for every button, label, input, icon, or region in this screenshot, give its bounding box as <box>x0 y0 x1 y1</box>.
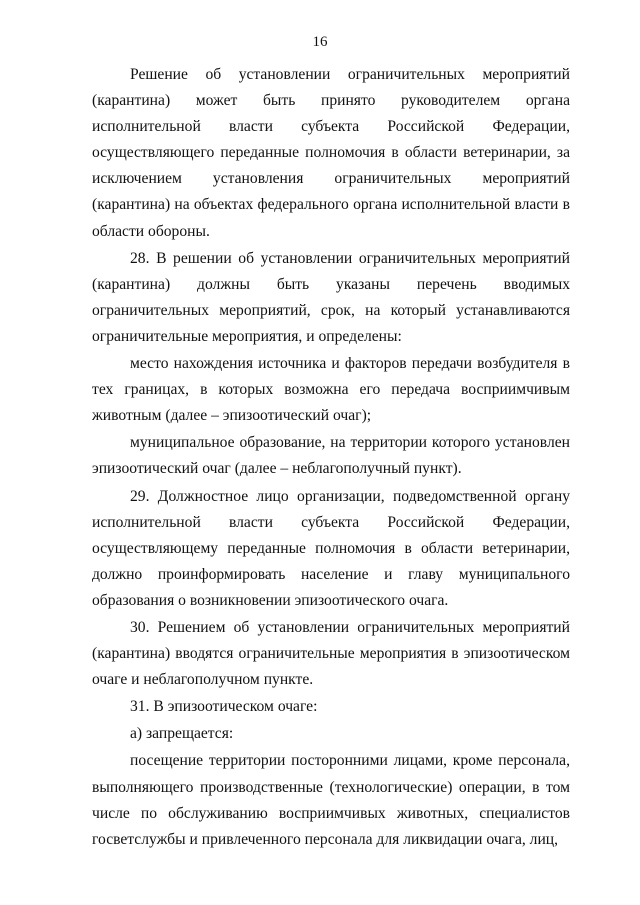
paragraph: Решение об установлении ограничительных мероприятий (карантина) может быть принято руководителем органа исполнительной власти субъекта Российской Федерации, осуществляющего переданные полномочия в области ветеринарии, за исключением установления ограничительных мероприятий (карантина) на объектах федерального органа исполнительной власти в области обороны. <box>92 66 570 240</box>
paragraph: а) запрещается: <box>130 725 234 743</box>
page-body <box>92 62 570 854</box>
paragraph: 29. Должностное лицо организации, подведомственной органу исполнительной власти субъекта Российской Федерации, осуществляющему переданные полномочия в области ветеринарии, должно проинформировать население и главу муниципального образования о возникновении эпизоотического очага. <box>92 487 570 609</box>
paragraph: 31. В эпизоотическом очаге: <box>130 698 318 716</box>
paragraph: место нахождения источника и факторов передачи возбудителя в тех границах, в которых возможна его передача восприимчивым животным (далее – эпизоотический очаг); <box>92 355 570 425</box>
paragraph: 30. Решением об установлении ограничительных мероприятий (карантина) вводятся ограничительные мероприятия в эпизоотическом очаге и неблагополучном пункте. <box>92 618 570 689</box>
paragraph: посещение территории посторонними лицами, кроме персонала, выполняющего производственные (технологические) операции, в том числе по обслуживанию восприимчивых животных, специалистов госветслужбы и привлеченного персонала для ликвидации очага, лиц, <box>92 752 570 848</box>
paragraph: 28. В решении об установлении ограничительных мероприятий (карантина) должны быть указаны перечень вводимых ограничительных мероприятий, срок, на который устанавливаются ограничительные мероприятия, и определены: <box>92 249 570 345</box>
paragraph: муниципальное образование, на территории которого установлен эпизоотический очаг (далее – неблагополучный пункт). <box>92 434 570 478</box>
page-number: 16 <box>312 34 328 50</box>
